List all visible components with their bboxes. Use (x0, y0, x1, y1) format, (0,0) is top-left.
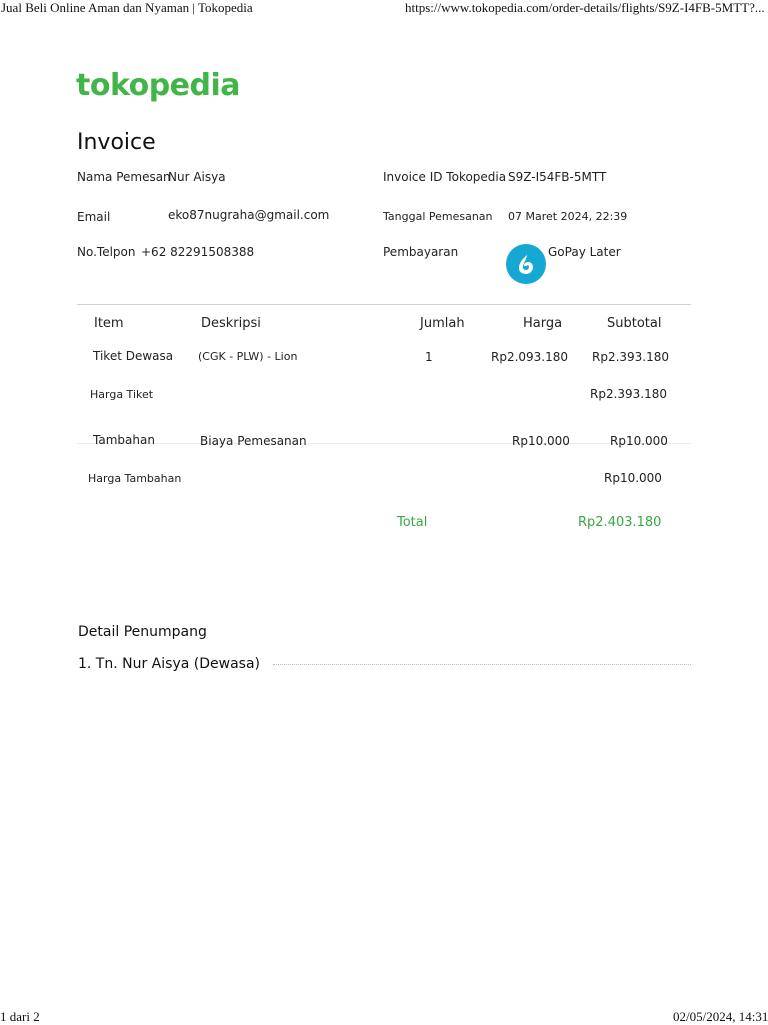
gopay-icon (506, 244, 546, 284)
col-header-item: Item (94, 316, 124, 331)
invoice-id-value: S9Z-I54FB-5MTT (508, 170, 607, 184)
ticket-quantity: 1 (425, 350, 433, 364)
print-datetime: 02/05/2024, 14:31 (673, 1009, 768, 1024)
buyer-name-label: Nama Pemesan (77, 170, 171, 184)
ticket-subtotal: Rp2.393.180 (592, 350, 670, 364)
print-page-title: Jual Beli Online Aman dan Nyaman | Tokopedia (1, 0, 253, 15)
col-header-description: Deskripsi (201, 316, 261, 331)
addon-total-label: Harga Tambahan (88, 472, 182, 485)
ticket-description: (CGK - PLW) - Lion (198, 350, 298, 363)
buyer-name-value: Nur Aisya (168, 170, 226, 184)
payment-label: Pembayaran (383, 245, 459, 259)
print-page-number: 1 dari 2 (0, 1009, 40, 1024)
passenger-item: 1. Tn. Nur Aisya (Dewasa) (78, 656, 260, 672)
col-header-price: Harga (523, 316, 563, 331)
addon-item: Tambahan (93, 433, 155, 447)
addon-subtotal: Rp10.000 (610, 434, 668, 448)
grand-total-label: Total (397, 515, 428, 530)
col-header-subtotal: Subtotal (607, 316, 662, 331)
passenger-section-title: Detail Penumpang (78, 624, 207, 640)
addon-divider (77, 443, 691, 444)
passenger-dotted-leader (273, 664, 691, 665)
addon-total-value: Rp10.000 (604, 471, 662, 485)
order-date-label: Tanggal Pemesanan (383, 210, 493, 223)
invoice-title: Invoice (77, 130, 156, 155)
ticket-item: Tiket Dewasa (93, 349, 174, 363)
print-page-url: https://www.tokopedia.com/order-details/flights/S9Z-I4FB-5MTT?... (405, 0, 765, 15)
phone-label: No.Telpon (77, 245, 136, 259)
invoice-id-label: Invoice ID Tokopedia (383, 170, 507, 184)
payment-value: GoPay Later (548, 245, 621, 259)
addon-description: Biaya Pemesanan (200, 434, 307, 448)
ticket-total-value: Rp2.393.180 (590, 387, 668, 401)
ticket-total-label: Harga Tiket (90, 388, 154, 401)
grand-total-value: Rp2.403.180 (578, 515, 662, 530)
tokopedia-logo: tokopedia (76, 68, 241, 103)
phone-value: +62 82291508388 (141, 245, 255, 259)
addon-price: Rp10.000 (512, 434, 570, 448)
col-header-quantity: Jumlah (420, 316, 465, 331)
email-label: Email (77, 210, 111, 224)
email-value: eko87nugraha@gmail.com (168, 208, 330, 222)
table-top-divider (77, 304, 691, 305)
ticket-price: Rp2.093.180 (491, 350, 569, 364)
order-date-value: 07 Maret 2024, 22:39 (508, 210, 628, 223)
